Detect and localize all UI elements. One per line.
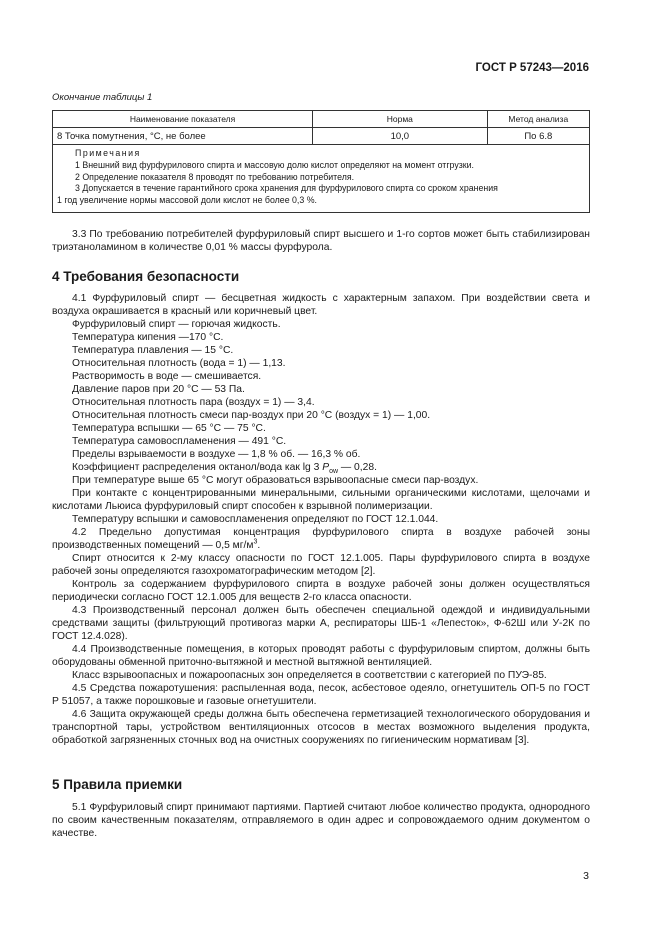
paragraph-3-3: 3.3 По требованию потребителей фурфуриловый спирт высшего и 1-го сортов может быть стабилизирован триэтаноламином в количестве 0,01 % массы фурфурола. — [52, 229, 590, 253]
property-line: Давление паров при 20 °С — 53 Па. — [72, 384, 245, 395]
property-line: Температура плавления — 15 °С. — [72, 345, 234, 356]
notes-row — [53, 145, 590, 213]
paragraph-5-1: 5.1 Фурфуриловый спирт принимают партиями. Партией считают любое количество продукта, однородного по своим качественным показателям, отправляемого в один адрес и сопровождаемого одним документом о качестве. — [52, 802, 590, 839]
note-3: 3 Допускается в течение гарантийного срока хранения для фурфурилового спирта со сроком хранения — [75, 183, 498, 194]
row-norm-cell: 10,0 — [313, 128, 488, 145]
property-line: Пределы взрываемости в воздухе — 1,8 % об. — 16,3 % об. — [72, 449, 361, 460]
table-caption: Окончание таблицы 1 — [52, 92, 153, 103]
property-line: Температура вспышки — 65 °С — 75 °С. — [72, 423, 266, 434]
property-line: Относительная плотность смеси пар-воздух при 20 °С (воздух = 1) — 1,00. — [72, 410, 431, 421]
page-number: 3 — [583, 870, 589, 882]
paragraph-4-5: 4.5 Средства пожаротушения: распыленная вода, песок, асбестовое одеяло, огнетушитель ОП-5 по ГОСТ Р 51057, а также порошковые и газовые огнетушители. — [52, 683, 590, 707]
column-header-method: Метод анализа — [487, 111, 589, 128]
section-4-block — [52, 270, 590, 747]
table-header-row — [53, 111, 590, 128]
property-line: Относительная плотность пара (воздух = 1) — 3,4. — [72, 397, 315, 408]
note-2: 2 Определение показателя 8 проводят по требованию потребителя. — [75, 171, 355, 182]
paragraph-flash: Температуру вспышки и самовоспламенения определяют по ГОСТ 12.1.044. — [72, 514, 439, 525]
paragraph-4-6: 4.6 Защита окружающей среды должна быть обеспечена герметизацией технологического оборудования и транспортной тары, устройством вентиляционных отсосов в местах возможного выделения продукта, обработкой загрязненных сточных вод на очистных сооружениях по гигиеническим нормативам [3]. — [52, 709, 590, 746]
p42-end: . — [257, 540, 261, 551]
column-header-name: Наименование показателя — [53, 111, 313, 128]
standard-code: ГОСТ Р 57243—2016 — [475, 62, 589, 74]
koef-symbol: P — [322, 462, 330, 473]
partition-coefficient-line — [52, 461, 590, 474]
section-4-heading: 4 Требования безопасности — [52, 269, 240, 284]
koef-text: Коэффициент распределения октанол/вода как lg 3 — [72, 462, 323, 473]
property-line: Температура кипения —170 °С. — [72, 332, 224, 343]
p42-superscript: 3 — [253, 538, 258, 546]
row-method-cell: По 6.8 — [487, 128, 589, 145]
paragraph-class: Спирт относится к 2-му классу опасности по ГОСТ 12.1.005. Пары фурфурилового спирта в воздухе рабочей зоны определяются газохроматографическим методом [2]. — [52, 553, 590, 577]
section-3-block — [52, 228, 590, 254]
property-line: Фурфуриловый спирт — горючая жидкость. — [72, 319, 281, 330]
property-line: Относительная плотность (вода = 1) — 1,13. — [72, 358, 286, 369]
notes-cell — [53, 145, 590, 213]
section-5-block — [52, 778, 590, 840]
paragraph-control: Контроль за содержанием фурфурилового спирта в воздухе рабочей зоны должен осуществляться периодически согласно ГОСТ 12.1.005 для веществ 2-го класса опасности. — [52, 579, 590, 603]
notes-title: Примечания — [75, 148, 141, 158]
paragraph-65: При температуре выше 65 °С могут образоваться взрывоопасные смеси пар-воздух. — [72, 475, 479, 486]
paragraph-4-3: 4.3 Производственный персонал должен быть обеспечен специальной одеждой и индивидуальными средствами защиты (фильтрующий противогаз марки А, респираторы ШБ-1 «Лепесток», Ф-62Ш или У-2К по ГОСТ 12.4.028). — [52, 605, 590, 642]
row-name-cell: 8 Точка помутнения, °С, не более — [53, 128, 313, 145]
property-line: Растворимость в воде — смешивается. — [72, 371, 262, 382]
note-3-continuation: 1 год увеличение нормы массовой доли кислот не более 0,3 %. — [57, 195, 317, 206]
koef-value: — 0,28. — [338, 462, 377, 473]
table-row — [53, 128, 590, 145]
note-1: 1 Внешний вид фурфурилового спирта и массовую долю кислот определяют на момент отгрузки. — [75, 159, 474, 170]
paragraph-4-2 — [52, 526, 590, 552]
koef-subscript: ow — [329, 468, 339, 476]
paragraph-contact: При контакте с концентрированными минеральными, сильными органическими кислотами, щелочами и кислотами Льюиса фурфуриловый спирт способен к взрывной полимеризации. — [52, 488, 590, 512]
section-5-heading: 5 Правила приемки — [52, 777, 183, 792]
p42-text: 4.2 Предельно допустимая концентрация фурфурилового спирта в воздухе рабочей зоны производственных помещений — 0,5 мг/м — [52, 527, 590, 551]
property-line: Температура самовоспламенения — 491 °С. — [72, 436, 287, 447]
column-header-norm: Норма — [313, 111, 488, 128]
paragraph-4-4: 4.4 Производственные помещения, в которых проводят работы с фурфуриловым спиртом, должны быть оборудованы обменной приточно-вытяжной и местной вытяжной вентиляцией. — [52, 644, 590, 668]
spec-table — [52, 110, 590, 213]
paragraph-4-1: 4.1 Фурфуриловый спирт — бесцветная жидкость с характерным запахом. При воздействии света и воздуха окрашивается в красный или коричневый цвет. — [52, 293, 590, 317]
paragraph-zone: Класс взрывоопасных и пожароопасных зон определяется в соответствии с категорией по ПУЭ-85. — [72, 670, 547, 681]
